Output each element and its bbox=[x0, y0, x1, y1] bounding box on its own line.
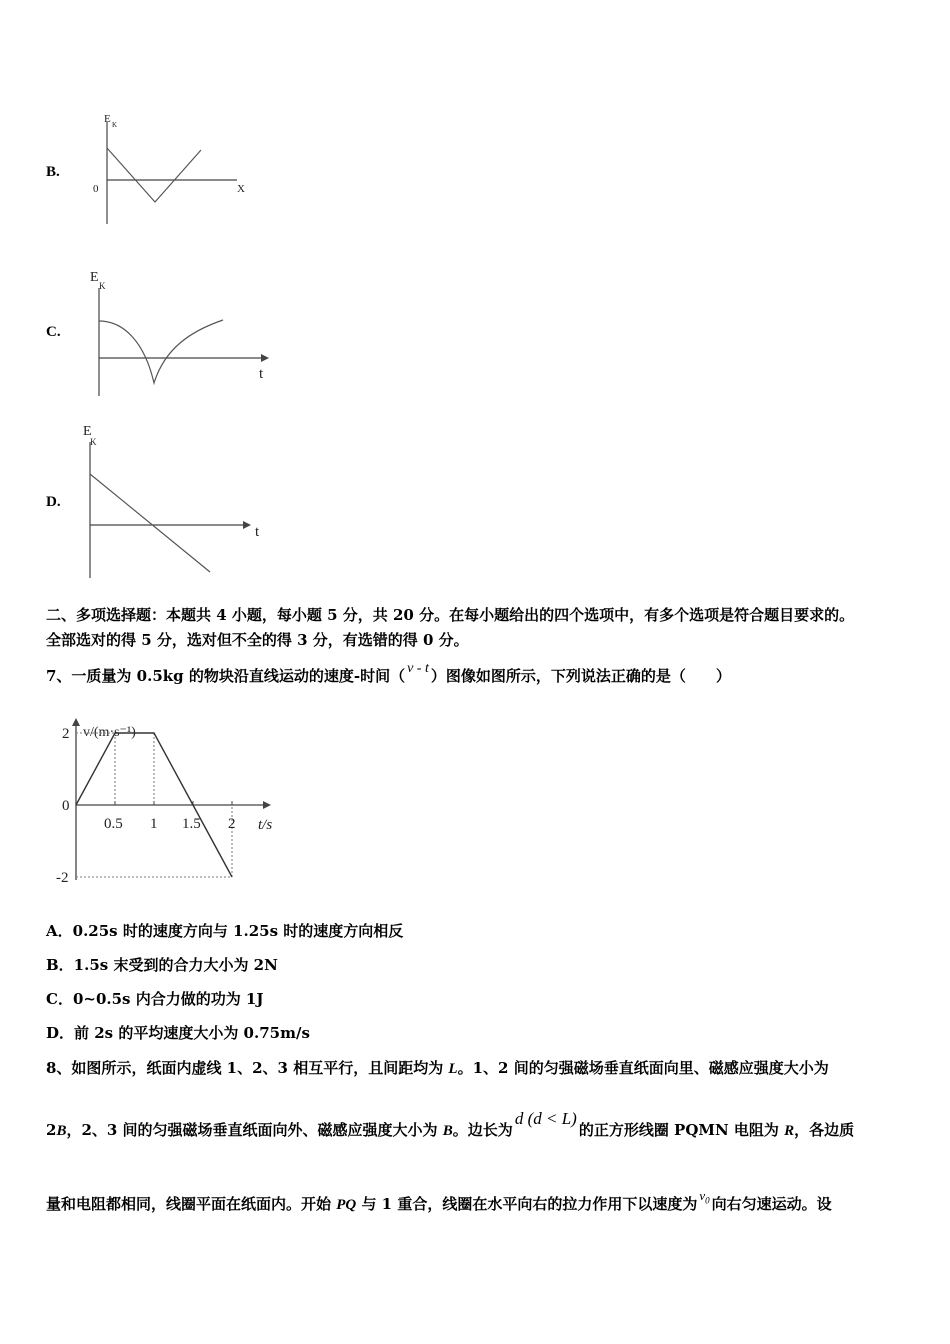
graph-c-ylabel-sub: K bbox=[99, 281, 106, 291]
q7-option-c[interactable]: C．0~0.5s 内合力做的功为 1J bbox=[46, 990, 264, 1008]
option-c-letter: C. bbox=[46, 324, 61, 340]
q8-var-R: R bbox=[784, 1123, 795, 1139]
q8-line2-a: 2 bbox=[46, 1121, 57, 1139]
q8-line2-d: 的正方形线圈 PQMN 电阻为 bbox=[578, 1121, 785, 1139]
q8-line1-b: 。1、2 间的匀强磁场垂直纸面向里、磁感应强度大小为 bbox=[457, 1059, 829, 1077]
q8-line3-a: 量和电阻都相同，线圈平面在纸面内。开始 bbox=[46, 1195, 337, 1213]
graph-d-xlabel: t bbox=[255, 524, 260, 540]
q8-var-L: L bbox=[448, 1061, 458, 1077]
graph-d-x-arrow bbox=[243, 521, 251, 529]
q7-formula: v - t bbox=[407, 661, 429, 676]
graph-c bbox=[85, 266, 275, 400]
q8-v0-v: v bbox=[699, 1188, 706, 1203]
vt-y-tick-label: -2 bbox=[56, 870, 69, 886]
graph-d-line bbox=[90, 474, 210, 572]
q8-var-B1: B bbox=[56, 1123, 67, 1139]
q8-var-v0 bbox=[699, 1186, 709, 1211]
graph-b-ylabel: E bbox=[104, 113, 111, 125]
q8-var-PQ: PQ bbox=[336, 1197, 357, 1213]
q7-option-a[interactable]: A．0.25s 时的速度方向与 1.25s 时的速度方向相反 bbox=[46, 922, 404, 940]
vt-xlabel: t/s bbox=[258, 817, 273, 833]
graph-c-ylabel: E bbox=[90, 270, 99, 285]
q8-line3-c: 向右匀速运动。设 bbox=[711, 1195, 832, 1213]
vt-y-tick-label: 2 bbox=[62, 726, 70, 742]
q7-option-d[interactable]: D．前 2s 的平均速度大小为 0.75m/s bbox=[46, 1024, 310, 1042]
section2-line1: 二、多项选择题：本题共 4 小题，每小题 5 分，共 20 分。在每小题给出的四个选项中，有多个选项是符合题目要求的。 bbox=[46, 606, 855, 624]
q8-line1 bbox=[46, 1058, 829, 1079]
q8-line2 bbox=[46, 1109, 855, 1141]
q7-text-before: 7、一质量为 0.5kg 的物块沿直线运动的速度-时间（ bbox=[46, 667, 406, 685]
vt-ylabel: v/(m·s⁻¹) bbox=[83, 725, 136, 740]
vt-x-tick-label: 2 bbox=[228, 816, 236, 832]
q8-var-B2: B bbox=[442, 1123, 453, 1139]
vt-x-tick-label: 1 bbox=[150, 816, 158, 832]
graph-c-xlabel: t bbox=[259, 366, 264, 382]
q8-line2-c: 。边长为 bbox=[452, 1121, 513, 1139]
graph-b bbox=[85, 108, 255, 228]
vt-y-arrow bbox=[72, 718, 80, 726]
q8-line3 bbox=[46, 1188, 832, 1220]
vt-x-arrow bbox=[263, 801, 271, 809]
graph-c-x-arrow bbox=[261, 354, 269, 362]
vt-y-tick-label: 0 bbox=[62, 798, 70, 814]
section2-line2: 全部选对的得 5 分，选对但不全的得 3 分，有选错的得 0 分。 bbox=[46, 631, 469, 649]
option-b-letter: B. bbox=[46, 164, 60, 180]
q8-line3-b: 与 1 重合，线圈在水平向右的拉力作用下以速度为 bbox=[356, 1195, 698, 1213]
graph-b-origin: 0 bbox=[93, 183, 99, 195]
q8-line2-e: ，各边质 bbox=[794, 1121, 855, 1139]
graph-d bbox=[75, 418, 275, 582]
q7-stem bbox=[46, 661, 731, 688]
q7-option-b[interactable]: B．1.5s 末受到的合力大小为 2N bbox=[46, 956, 278, 974]
option-d-letter: D. bbox=[46, 494, 61, 510]
q8-v0-sub: 0 bbox=[705, 1195, 710, 1206]
q7-text-after: ）图像如图所示，下列说法正确的是（ ） bbox=[430, 667, 731, 685]
q7-vt-chart bbox=[45, 712, 290, 886]
graph-d-ylabel-sub: K bbox=[90, 437, 97, 447]
graph-b-xlabel: X bbox=[237, 183, 245, 195]
vt-x-tick-label: 1.5 bbox=[182, 816, 201, 832]
q8-line1-a: 8、如图所示，纸面内虚线 1、2、3 相互平行，且间距均为 bbox=[46, 1059, 449, 1077]
graph-b-curve bbox=[107, 148, 201, 202]
q8-formula-d: d (d < L) bbox=[514, 1109, 577, 1128]
graph-c-curve bbox=[99, 320, 223, 383]
vt-x-tick-label: 0.5 bbox=[104, 816, 123, 832]
graph-d-ylabel: E bbox=[83, 424, 92, 439]
graph-b-ylabel-sub: K bbox=[112, 121, 118, 129]
q8-line2-b: ，2、3 间的匀强磁场垂直纸面向外、磁感应强度大小为 bbox=[66, 1121, 443, 1139]
